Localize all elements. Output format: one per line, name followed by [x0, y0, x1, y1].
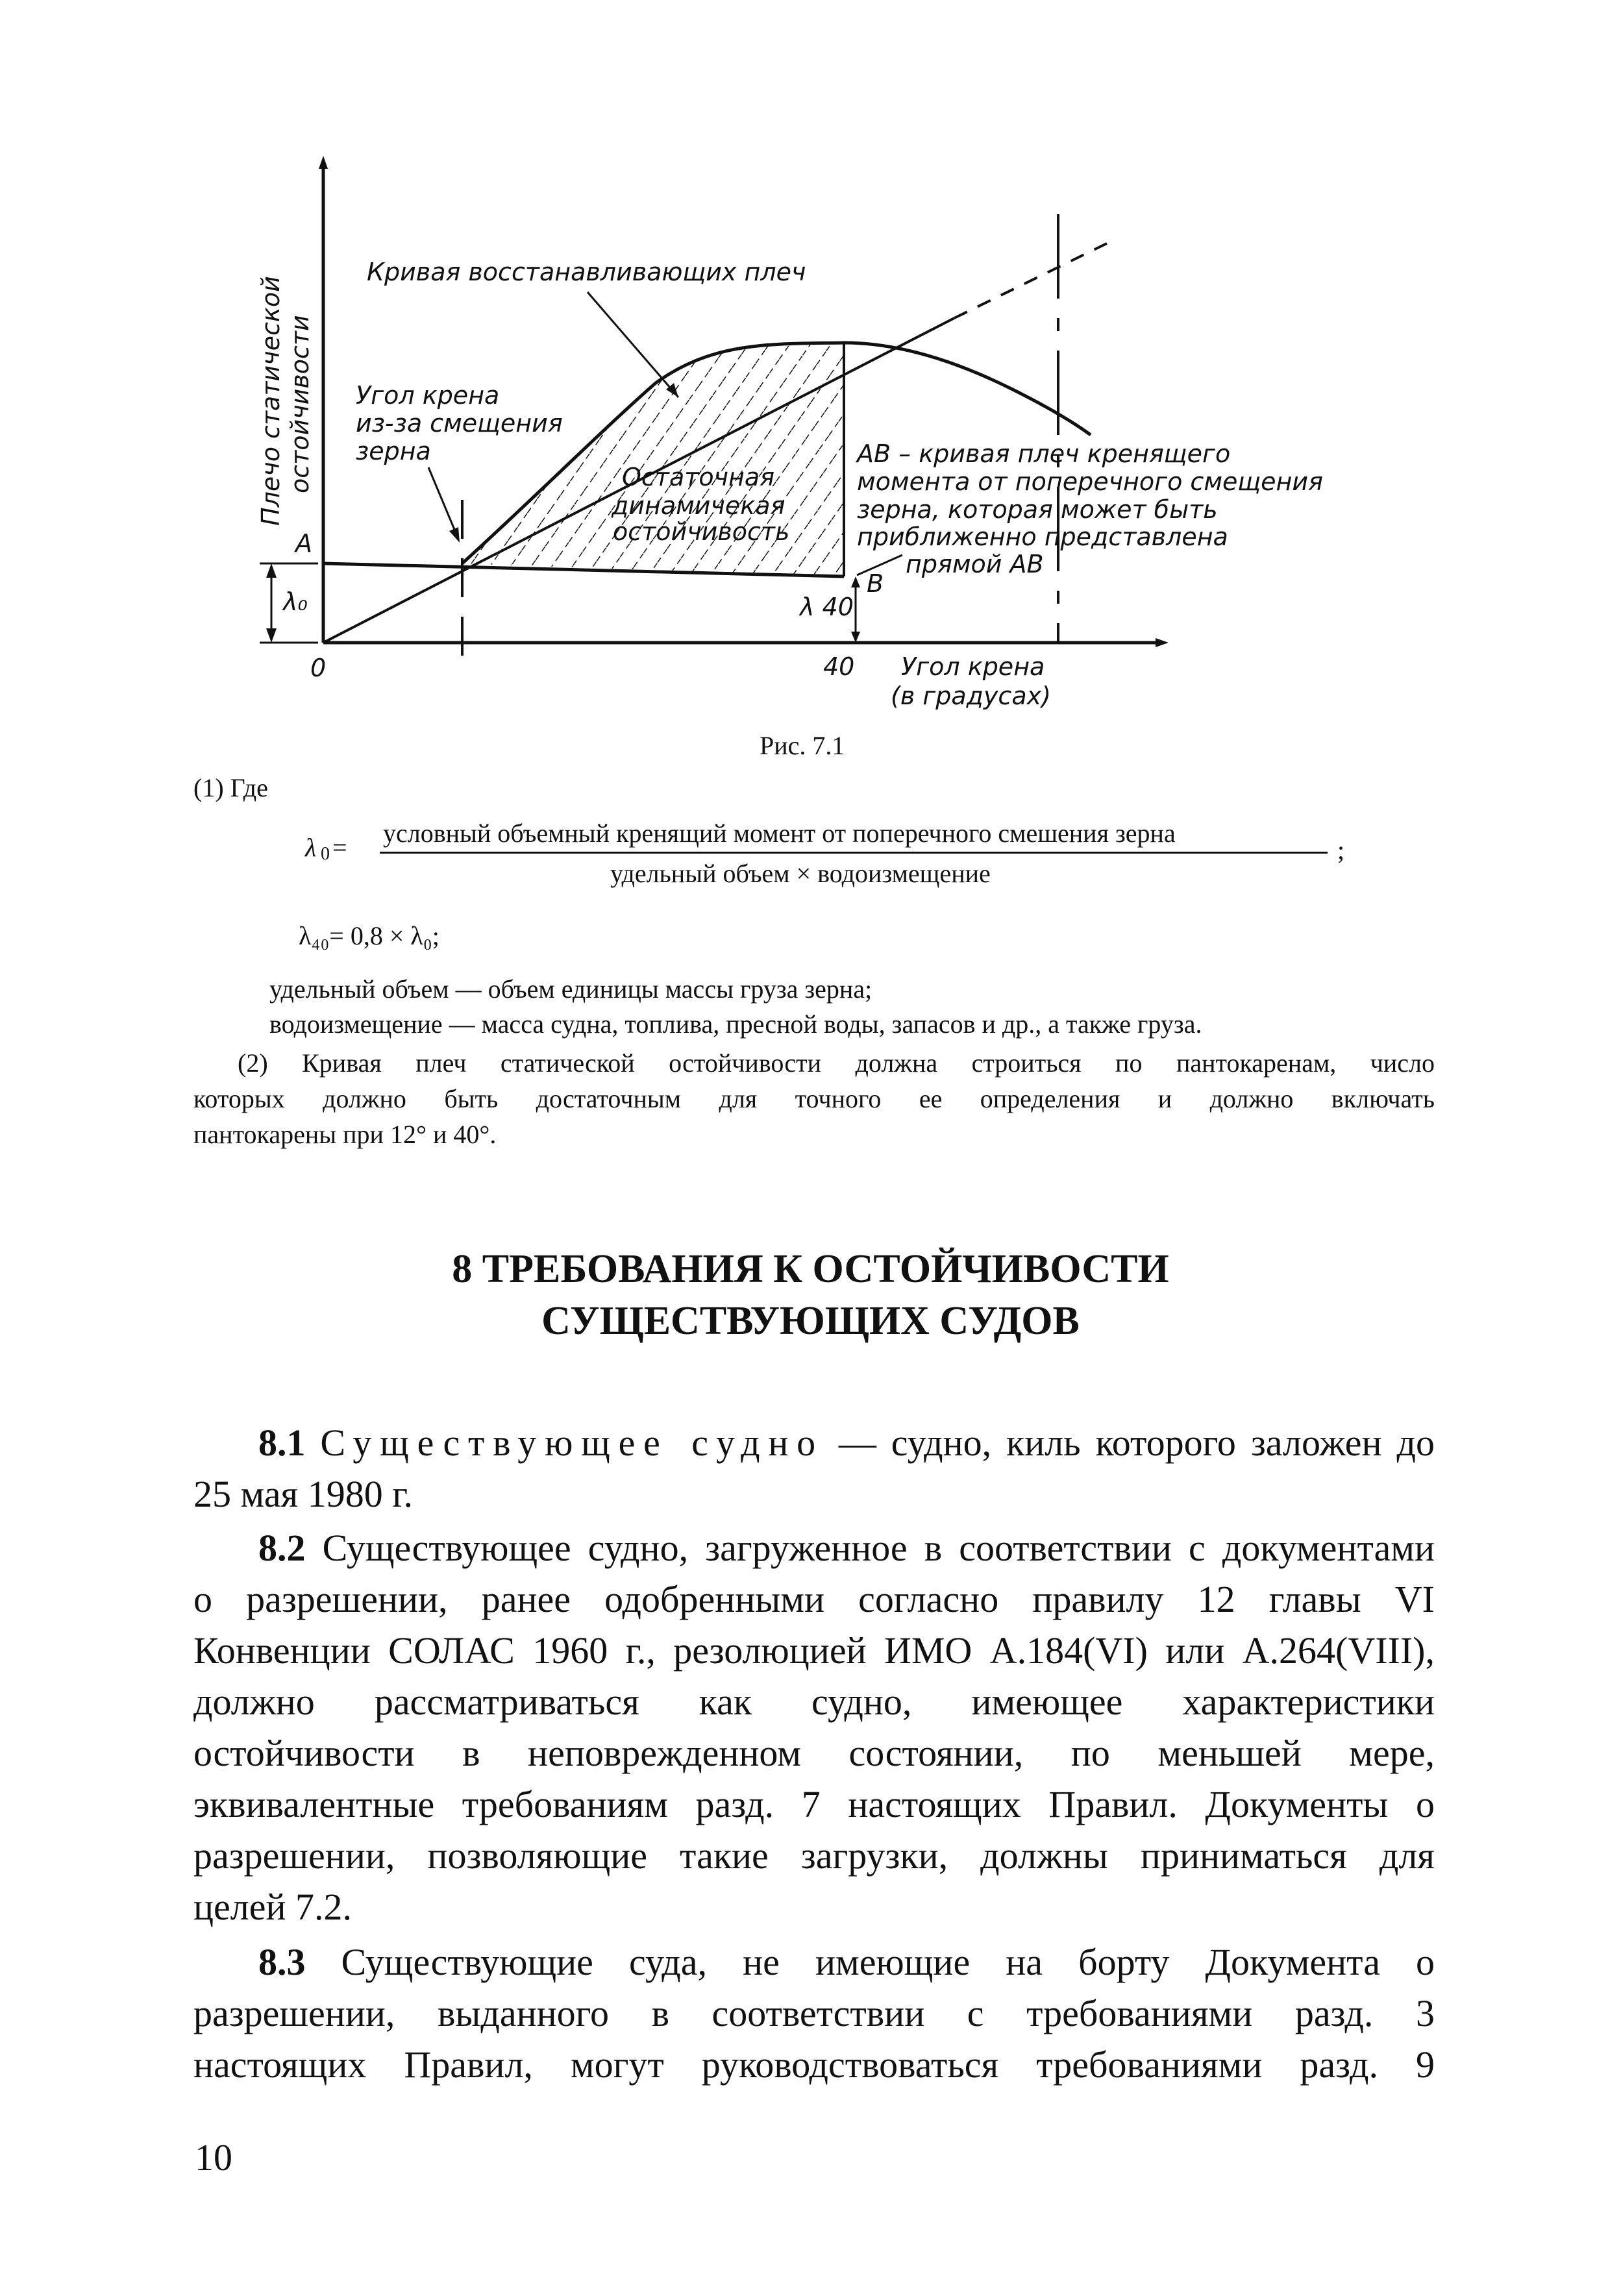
p82-line-5: остойчивости в неповрежденном состоянии, по меньшей мере, [193, 1732, 1435, 1774]
heel-grain-label-3: зерна [356, 437, 431, 465]
p82-line-2: о разрешении, ранее одобренными согласно правилу 12 главы VI [193, 1578, 1435, 1620]
p82-line-8: целей 7.2. [193, 1886, 353, 1928]
fraction-numerator: условный объемный кренящий момент от поперечного смешения зерна [383, 819, 1176, 848]
lambda0-formula [305, 818, 1409, 896]
ab-label-5: прямой АВ [906, 550, 1044, 578]
section-title-line-2: СУЩЕСТВУЮЩИХ СУДОВ [541, 1299, 1080, 1343]
p82-line-1 [193, 1522, 1435, 1574]
lambda40-label: λ 40 [800, 593, 854, 621]
lambda40-arrow [851, 576, 860, 587]
lambda40-arrow-low [851, 632, 860, 643]
figure-7-1 [0, 0, 1621, 753]
ab-label-4: приближенно представлена [857, 523, 1228, 551]
y-axis-label-line1: Плечо статической [256, 276, 285, 526]
tick-40-label: 40 [823, 652, 855, 681]
x-axis-label-1: Угол крена [901, 652, 1045, 681]
section-title-line-1: 8 ТРЕБОВАНИЯ К ОСТОЙЧИВОСТИ [452, 1247, 1169, 1291]
note-2 [193, 1045, 1435, 1152]
p81-line-1 [193, 1417, 1435, 1468]
p81-line-1-rest: — судно, киль которого заложен до [823, 1422, 1435, 1464]
paragraph-8-2 [193, 1522, 1435, 1932]
leader-heel-grain [428, 467, 458, 539]
heel-grain-label-2: из-за смещения [356, 409, 563, 438]
p81-term: Существующее судно [320, 1422, 824, 1464]
ab-label-2: момента от поперечного смещения [857, 467, 1323, 496]
paragraph-8-3 [193, 1936, 1435, 2090]
x-axis-label-2: (в градусах) [891, 682, 1051, 710]
residual-label-2: динамичекая [612, 491, 786, 520]
lambda0-lhs: λ [305, 833, 317, 862]
leader-curve-label [588, 292, 678, 397]
p83-number: 8.3 [258, 1941, 306, 1983]
specific-volume-def: удельный объем — объем единицы массы груза зерна; [269, 974, 872, 1004]
paragraph-8-1 [193, 1417, 1435, 1520]
lambda0-sub: 0 [321, 844, 330, 864]
p81-line-2: 25 мая 1980 г. [193, 1473, 413, 1515]
p83-line-1 [193, 1936, 1435, 1988]
point-b-label: B [867, 569, 884, 598]
note-2-line-2: которых должно быть достаточным для точного ее определения и должно включать [193, 1084, 1435, 1113]
where-label: (1) Где [193, 773, 268, 802]
p83-line-1-rest: Существующие суда, не имеющие на борту Документа о [305, 1941, 1435, 1983]
residual-label-1: Остаточная [622, 463, 775, 491]
lambda40-formula: λ₄₀= 0,8 × λ₀; [299, 921, 439, 950]
figure-caption: Рис. 7.1 [760, 731, 845, 760]
tangent-line-dashed [954, 243, 1107, 318]
note-2-line-3: пантокарены при 12° и 40°. [193, 1120, 497, 1149]
p83-line-2: разрешении, выданного в соответствии с требованиями разд. 3 [193, 1992, 1435, 2034]
note-2-line-1: (2) Кривая плеч статической остойчивости должна строиться по пантокаренам, число [238, 1048, 1435, 1078]
fraction-denominator: удельный объем × водоизмещение [610, 859, 991, 888]
leader-heel-grain-arrow [449, 527, 460, 543]
lambda0-arrow-bottom [266, 628, 277, 643]
p82-line-6: эквивалентные требованиям разд. 7 настоящих Правил. Документы о [193, 1783, 1435, 1825]
heel-grain-label-1: Угол крена [356, 381, 500, 410]
displacement-def: водоизмещение — масса судна, топлива, пресной воды, запасов и др., а также груза. [269, 1009, 1202, 1039]
ab-label-3: зерна, которая может быть [857, 495, 1218, 524]
lambda0-arrow-top [266, 563, 277, 578]
p82-line-3: Конвенции СОЛАС 1960 г., резолюцией ИМО А.184(VI) или А.264(VIII), [193, 1629, 1435, 1672]
p83-line-3: настоящих Правил, могут руководствоваться требованиями разд. 9 [193, 2043, 1435, 2086]
residual-label-3: остойчивость [613, 517, 790, 546]
lambda0-label: λ₀ [283, 587, 308, 616]
p82-line-7: разрешении, позволяющие такие загрузки, должны приниматься для [193, 1834, 1435, 1877]
p82-line-1-rest: Существующее судно, загруженное в соответствии с документами [305, 1527, 1435, 1569]
p81-number: 8.1 [258, 1422, 306, 1464]
ab-label-1: АВ – кривая плеч кренящего [857, 439, 1231, 468]
page-number: 10 [195, 2136, 232, 2179]
y-axis-label-line2: остойчивости [286, 315, 314, 493]
p82-line-4: должно рассматриваться как судно, имеющее характеристики [193, 1681, 1435, 1723]
fraction-bar [380, 852, 1328, 854]
curve-label: Кривая восстанавливающих плеч [367, 258, 806, 286]
p82-number: 8.2 [258, 1527, 306, 1569]
origin-label: 0 [310, 654, 327, 682]
lambda0-eq: = [332, 833, 347, 862]
fraction-semicolon: ; [1337, 835, 1345, 865]
point-a-label: A [295, 529, 312, 558]
